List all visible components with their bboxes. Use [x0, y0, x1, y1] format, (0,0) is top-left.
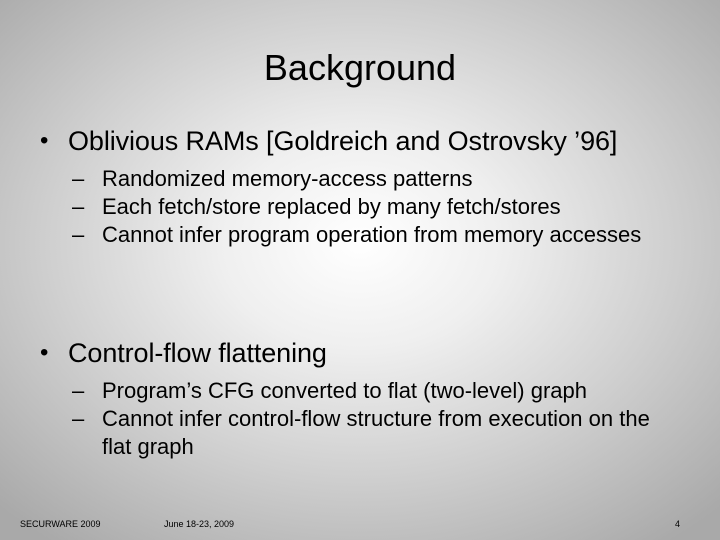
footer-page-number: 4 [674, 519, 680, 529]
footer-conference: SECURWARE 2009 [20, 519, 101, 529]
bullet-text: Oblivious RAMs [Goldreich and Ostrovsky ’96] [68, 126, 618, 156]
sub-item [72, 405, 680, 461]
sub-list [72, 165, 680, 249]
sub-marker: – [72, 194, 85, 219]
slide-title: Background [263, 47, 457, 88]
sub-marker: – [72, 166, 85, 191]
sub-item [72, 377, 680, 405]
sub-text: Cannot infer program operation from memory accesses [102, 222, 642, 247]
sub-marker: – [72, 222, 85, 247]
bullet-marker: • [40, 339, 49, 366]
bullet-marker: • [40, 127, 49, 154]
sub-text: Randomized memory-access patterns [102, 166, 473, 191]
bullet-line [40, 338, 680, 368]
footer-date: June 18-23, 2009 [164, 519, 235, 529]
sub-marker: – [72, 378, 85, 403]
bullet-oblivious-rams [40, 126, 680, 249]
sub-item [72, 221, 680, 249]
bullet-line [40, 126, 680, 156]
sub-marker: – [72, 406, 85, 431]
sub-item [72, 165, 680, 193]
sub-item [72, 193, 680, 221]
sub-list [72, 377, 680, 461]
sub-text: Each fetch/store replaced by many fetch/stores [102, 194, 561, 219]
bullet-control-flow-flattening [40, 338, 680, 461]
bullet-text: Control-flow flattening [68, 338, 327, 368]
sub-text: Cannot infer control-flow structure from execution on the flat graph [102, 406, 650, 459]
sub-text: Program’s CFG converted to flat (two-level) graph [102, 378, 587, 403]
